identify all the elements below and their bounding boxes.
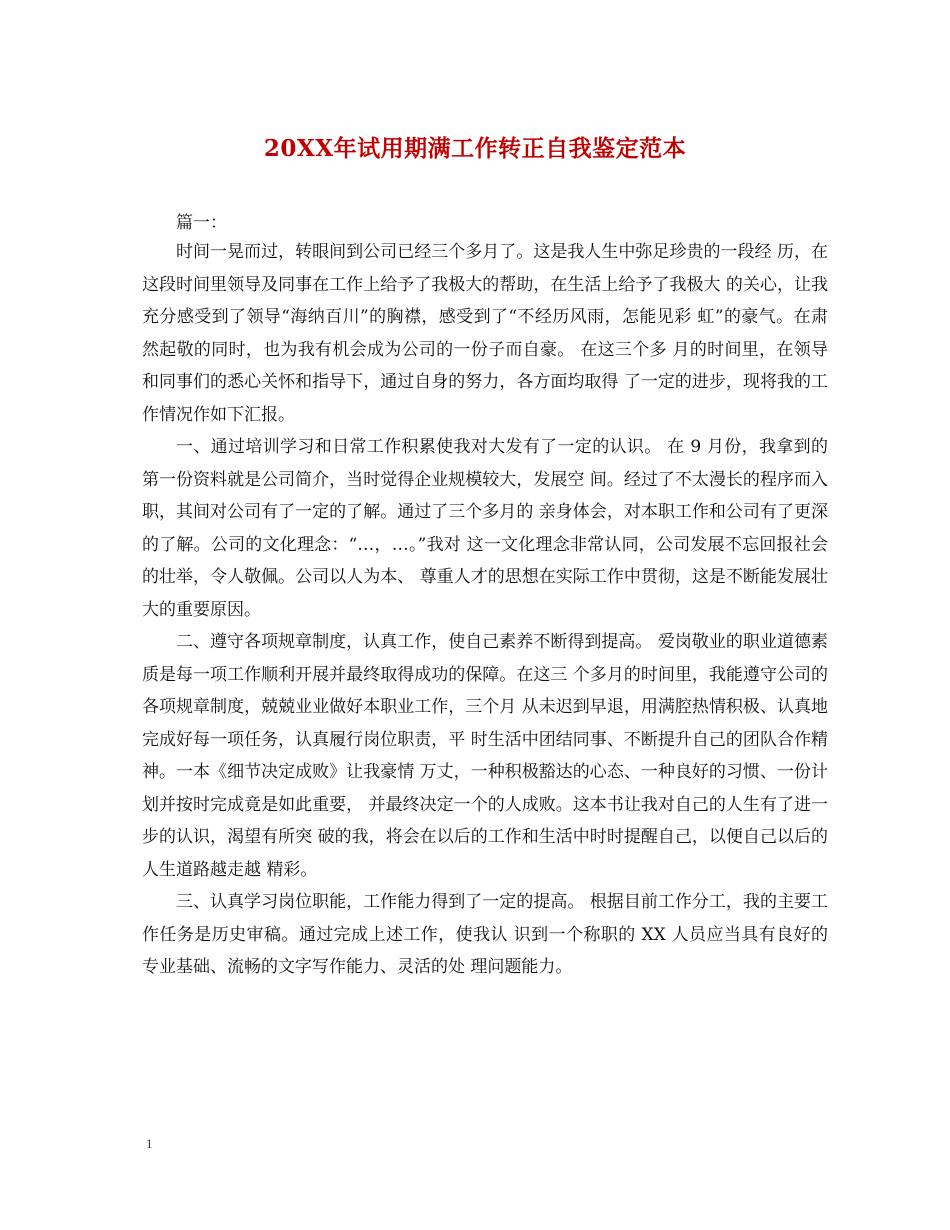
paragraph-section-two: 二、遵守各项规章制度，认真工作，使自己素养不断得到提高。 爱岗敬业的职业道德素质是每一项工作顺利开展并最终取得成功的保障。在这三 个多月的时间里，我能遵守公司的各项规章制度，兢兢业业做好本职业工作，三个月 从未迟到早退，用满腔热情积极、认真地完成好每一项任务，认真履行岗位职责，平 时生活中团结同事、不断提升自己的团队合作精神。一本《细节决定成败》让我豪情 万丈，一种积极豁达的心态、一种良好的习惯、一份计划并按时完成竟是如此重要， 并最终决定一个的人成败。这本书让我对自己的人生有了进一步的认识，渴望有所突 破的我，将会在以后的工作和生活中时时提醒自己，以便自己以后的人生道路越走越 精彩。: [142, 632, 828, 880]
section-label: 篇一：: [176, 213, 227, 233]
document-body: [142, 236, 828, 984]
page-number: 1: [146, 1136, 153, 1151]
document-title: 20XX年试用期满工作转正自我鉴定范本: [263, 135, 687, 162]
paragraph-intro: 时间一晃而过，转眼间到公司已经三个多月了。这是我人生中弥足珍贵的一段经 历，在这段时间里领导及同事在工作上给予了我极大的帮助，在生活上给予了我极大 的关心，让我充分感受到了领导“海纳百川”的胸襟，感受到了“不经历风雨，怎能见彩 虹”的豪气。在肃然起敬的同时，也为我有机会成为公司的一份子而自豪。 在这三个多 月的时间里，在领导和同事们的悉心关怀和指导下，通过自身的努力，各方面均取得 了一定的进步，现将我的工作情况作如下汇报。: [142, 242, 828, 425]
paragraph-section-one: 一、通过培训学习和日常工作积累使我对大发有了一定的认识。 在 9 月份，我拿到的第一份资料就是公司简介，当时觉得企业规模较大，发展空 间。经过了不太漫长的程序而入职，其间对公司有了一定的了解。通过了三个多月的 亲身体会，对本职工作和公司有了更深的了解。公司的文化理念：“…，…。”我对 这一文化理念非常认同，公司发展不忘回报社会的壮举，令人敬佩。公司以人为本、 尊重人才的思想在实际工作中贯彻，这是不断能发展壮大的重要原因。: [142, 437, 828, 620]
paragraph-section-three: 三、认真学习岗位职能，工作能力得到了一定的提高。 根据目前工作分工，我的主要工作任务是历史审稿。通过完成上述工作，使我认 识到一个称职的 XX 人员应当具有良好的专业基础、流畅的文字写作能力、灵活的处 理问题能力。: [142, 892, 828, 977]
